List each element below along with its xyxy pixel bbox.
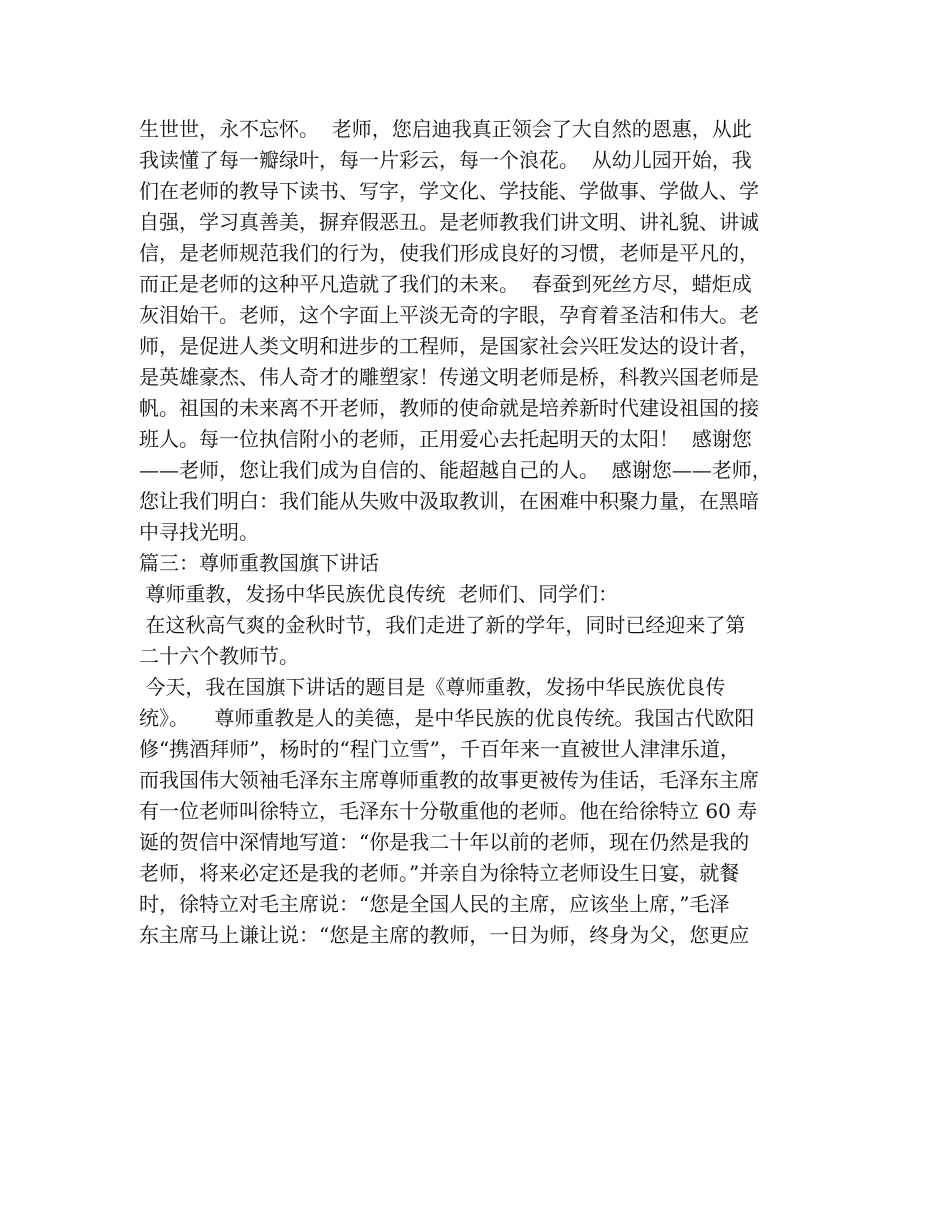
text-line: 班人。每一位执信附小的老师，正用爱心去托起明天的太阳！ 感谢您 — [139, 427, 752, 451]
text-line: 诞的贺信中深情地写道：“你是我二十年以前的老师，现在仍然是我的 — [139, 830, 750, 854]
text-line: 您让我们明白：我们能从失败中汲取教训，在困难中积聚力量，在黑暗 — [139, 489, 759, 513]
text-line: ——老师，您让我们成为自信的、能超越自己的人。 感谢您——老师， — [139, 458, 772, 482]
text-line: 老师，将来必定还是我的老师。”并亲自为徐特立老师设生日宴，就餐 — [139, 861, 740, 885]
body-text — [139, 114, 829, 951]
text-line: 生世世，永不忘怀。 老师，您启迪我真正领会了大自然的恩惠，从此 — [139, 117, 752, 141]
text-line: 信，是老师规范我们的行为，使我们形成良好的习惯，老师是平凡的， — [139, 241, 759, 265]
text-line: 我读懂了每一瓣绿叶，每一片彩云，每一个浪花。 从幼儿园开始，我 — [139, 148, 752, 172]
text-line: 二十六个教师节。 — [139, 644, 299, 668]
section-heading: 篇三：尊师重教国旗下讲话 — [139, 551, 379, 575]
text-line: 时，徐特立对毛主席说：“您是全国人民的主席，应该坐上席，”毛泽 — [139, 892, 730, 916]
text-line: 修“携酒拜师”，杨时的“程门立雪”，千百年来一直被世人津津乐道， — [139, 737, 740, 761]
text-line: 在这秋高气爽的金秋时节，我们走进了新的学年，同时已经迎来了第 — [139, 613, 746, 637]
text-line: 自强，学习真善美，摒弃假恶丑。是老师教我们讲文明、讲礼貌、讲诚 — [139, 210, 759, 234]
text-line: 中寻找光明。 — [139, 520, 259, 544]
text-line: 而正是老师的这种平凡造就了我们的未来。 春蚕到死丝方尽，蜡炬成 — [139, 272, 752, 296]
text-line: 是英雄豪杰、伟人奇才的雕塑家！传递文明老师是桥，科教兴国老师是 — [139, 365, 759, 389]
text-line: 师，是促进人类文明和进步的工程师，是国家社会兴旺发达的设计者， — [139, 334, 759, 358]
text-line: 们在老师的教导下读书、写字，学文化、学技能、学做事、学做人、学 — [139, 179, 759, 203]
text-line: 东主席马上谦让说：“您是主席的教师，一日为师，终身为父，您更应 — [139, 923, 750, 947]
text-line: 灰泪始干。老师，这个字面上平淡无奇的字眼，孕育着圣洁和伟大。老 — [139, 303, 759, 327]
text-line: 而我国伟大领袖毛泽东主席尊师重教的故事更被传为佳话，毛泽东主席 — [139, 768, 759, 792]
text-line: 统》。 尊师重教是人的美德，是中华民族的优良传统。我国古代欧阳 — [139, 706, 755, 730]
text-line: 尊师重教，发扬中华民族优良传统 老师们、同学们： — [139, 582, 619, 606]
text-line: 有一位老师叫徐特立，毛泽东十分敬重他的老师。他在给徐特立 60 寿 — [139, 799, 758, 823]
text-line: 今天，我在国旗下讲话的题目是《尊师重教，发扬中华民族优良传 — [139, 675, 726, 699]
text-line: 帆。祖国的未来离不开老师，教师的使命就是培养新时代建设祖国的接 — [139, 396, 759, 420]
